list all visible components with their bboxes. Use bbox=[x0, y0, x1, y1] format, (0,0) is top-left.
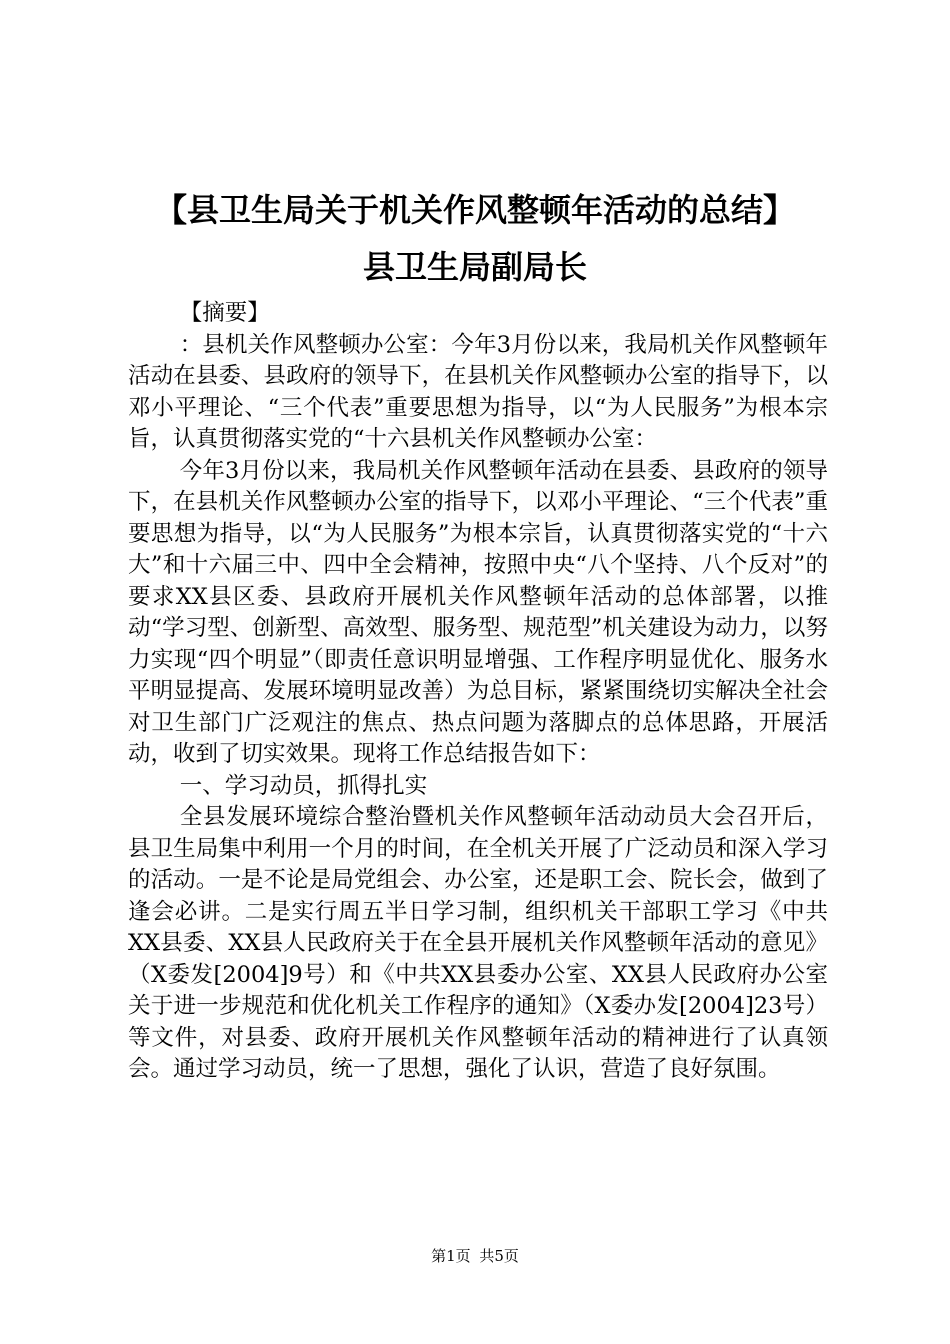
abstract-label: 【摘要】 bbox=[179, 300, 270, 326]
page-footer bbox=[0, 1246, 950, 1266]
document-subtitle: 县卫生局副局长 bbox=[362, 248, 587, 286]
section-paragraph: 全县发展环境综合整治暨机关作风整顿年活动动员大会召开后，县卫生局集中利用一个月的时间，在全机关开展了广泛动员和深入学习的活动。一是不论是局党组会、办公室，还是职工会、院长会，做到了逢会必讲。二是实行周五半日学习制，组织机关干部职工学习《中共XX县委、XX县人民政府关于在全县开展机关作风整顿年活动的意见》（X委发[2004]9号）和《中共XX县委办公室、XX县人民政府办公室关于进一步规范和优化机关工作程序的通知》（X委办发[2004]23号）等文件，对县委、政府开展机关作风整顿年活动的精神进行了认真领会。通过学习动员，统一了思想，强化了认识，营造了良好氛围。 bbox=[128, 804, 828, 1082]
abstract-paragraph: ：县机关作风整顿办公室：今年3月份以来，我局机关作风整顿年活动在县委、县政府的领导下，在县机关作风整顿办公室的指导下，以邓小平理论、“三个代表”重要思想为指导，以“为人民服务”为根本宗旨，认真贯彻落实党的“十六县机关作风整顿办公室： bbox=[128, 331, 828, 452]
intro-paragraph: 今年3月份以来，我局机关作风整顿年活动在县委、县政府的领导下，在县机关作风整顿办公室的指导下，以邓小平理论、“三个代表”重要思想为指导，以“为人民服务”为根本宗旨，认真贯彻落实党的“十六大”和十六届三中、四中全会精神，按照中央“八个坚持、八个反对”的要求XX县区委、县政府开展机关作风整顿年活动的总体部署，以推动“学习型、创新型、高效型、服务型、规范型”机关建设为动力，以努力实现“四个明显”（即责任意识明显增强、工作程序明显优化、服务水平明显提高、发展环境明显改善）为总目标，紧紧围绕切实解决全社会对卫生部门广泛观注的焦点、热点问题为落脚点的总体思路，开展活动，收到了切实效果。现将工作总结报告如下： bbox=[128, 457, 828, 767]
document-title: 【县卫生局关于机关作风整顿年活动的总结】 bbox=[154, 191, 795, 229]
page-total: 共5页 bbox=[479, 1247, 519, 1265]
section-heading: 一、学习动员，抓得扎实 bbox=[179, 772, 428, 799]
document-body bbox=[128, 298, 828, 1086]
page-number: 第1页 bbox=[431, 1247, 471, 1265]
